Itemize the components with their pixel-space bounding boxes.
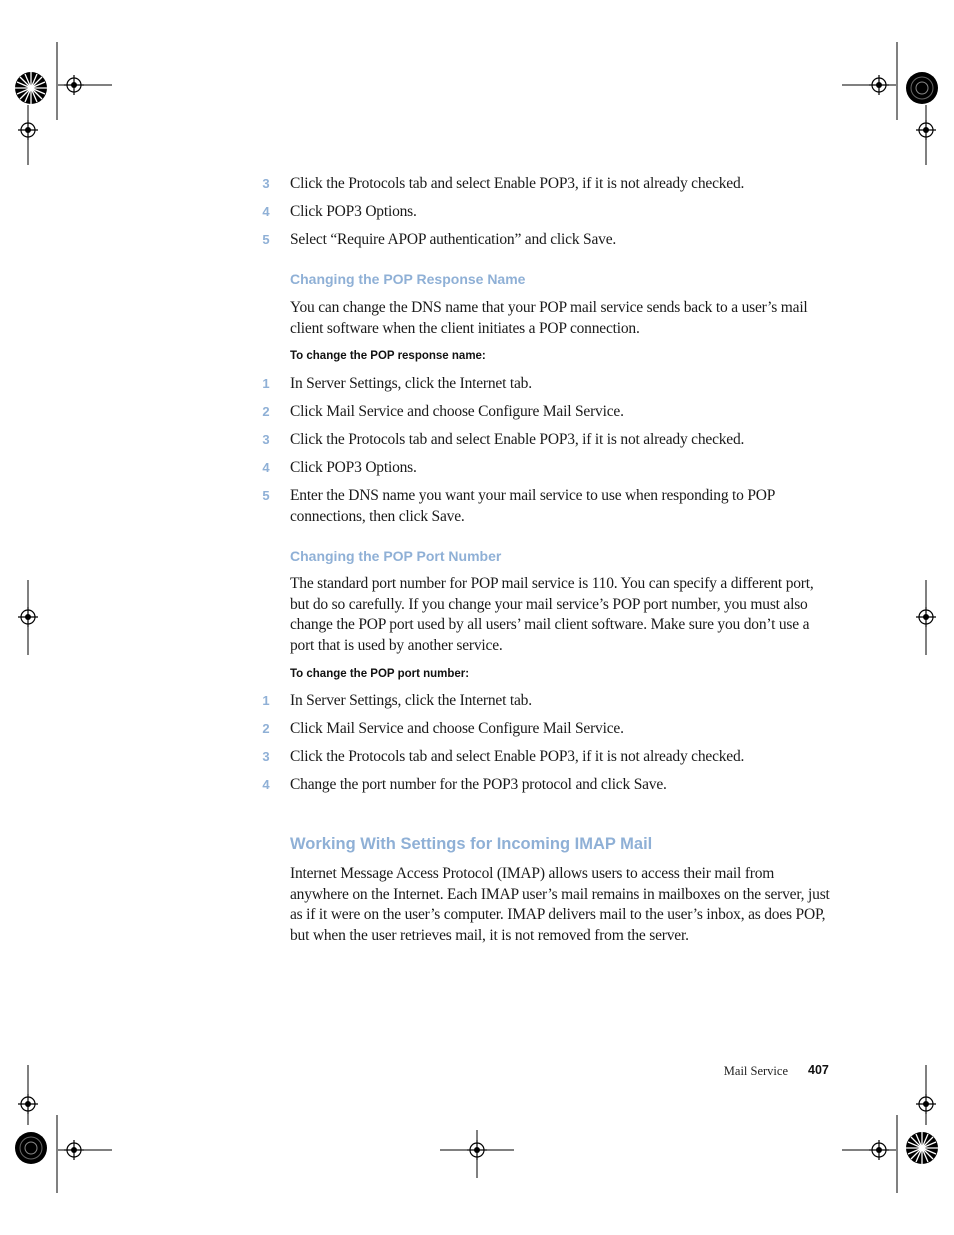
footer-section-title: Mail Service [723,1064,788,1078]
step-text: Click the Protocols tab and select Enable POP3, if it is not already checked. [290,748,745,765]
step-text: Click the Protocols tab and select Enable POP3, if it is not already checked. [290,431,745,448]
step-text: Click the Protocols tab and select Enable POP3, if it is not already checked. [290,175,745,192]
step-number: 3 [262,749,270,764]
step-text: In Server Settings, click the Internet tab. [290,692,532,709]
section-body: Internet Message Access Protocol (IMAP) allows users to access their mail from anywhere on the Internet. Each IMAP user’s mail remains in mailboxes on the server, just as if it were on the user’s computer. IMAP delivers mail to the user’s inbox, as does POP, but when the user retrieves mail, it is not removed from the server. [290,865,830,944]
task-heading: To change the POP response name: [290,350,486,362]
step-number: 5 [262,232,270,247]
step-number: 5 [262,488,270,503]
step-number: 1 [262,376,270,391]
step-number: 3 [262,176,270,191]
section-body: The standard port number for POP mail service is 110. You can specify a different port, but do so carefully. If you change your mail service’s POP port number, you must also change the POP port used by all users’ mail client software. Make sure you don’t use a port that is used by another service. [290,575,814,654]
step-text: Change the port number for the POP3 protocol and click Save. [290,776,667,793]
section-heading: Working With Settings for Incoming IMAP Mail [290,835,653,853]
section-heading: Changing the POP Response Name [290,271,526,287]
section-body: You can change the DNS name that your POP mail service sends back to a user’s mail client software when the client initiates a POP connection. [290,299,808,337]
step-text: Enter the DNS name you want your mail service to use when responding to POP connections, then click Save. [290,487,775,525]
step-number: 4 [262,460,270,475]
step-text: Click POP3 Options. [290,203,417,220]
step-text: Click Mail Service and choose Configure Mail Service. [290,403,624,420]
step-number: 1 [262,693,270,708]
section-heading: Changing the POP Port Number [290,548,502,564]
step-number: 4 [262,204,270,219]
page-number: 407 [808,1063,829,1077]
step-number: 4 [262,777,270,792]
step-text: Select “Require APOP authentication” and click Save. [290,231,617,248]
step-number: 2 [262,404,270,419]
step-number: 2 [262,721,270,736]
step-text: Click Mail Service and choose Configure Mail Service. [290,720,624,737]
step-text: Click POP3 Options. [290,459,417,476]
step-text: In Server Settings, click the Internet tab. [290,375,532,392]
step-number: 3 [262,432,270,447]
task-heading: To change the POP port number: [290,668,470,680]
